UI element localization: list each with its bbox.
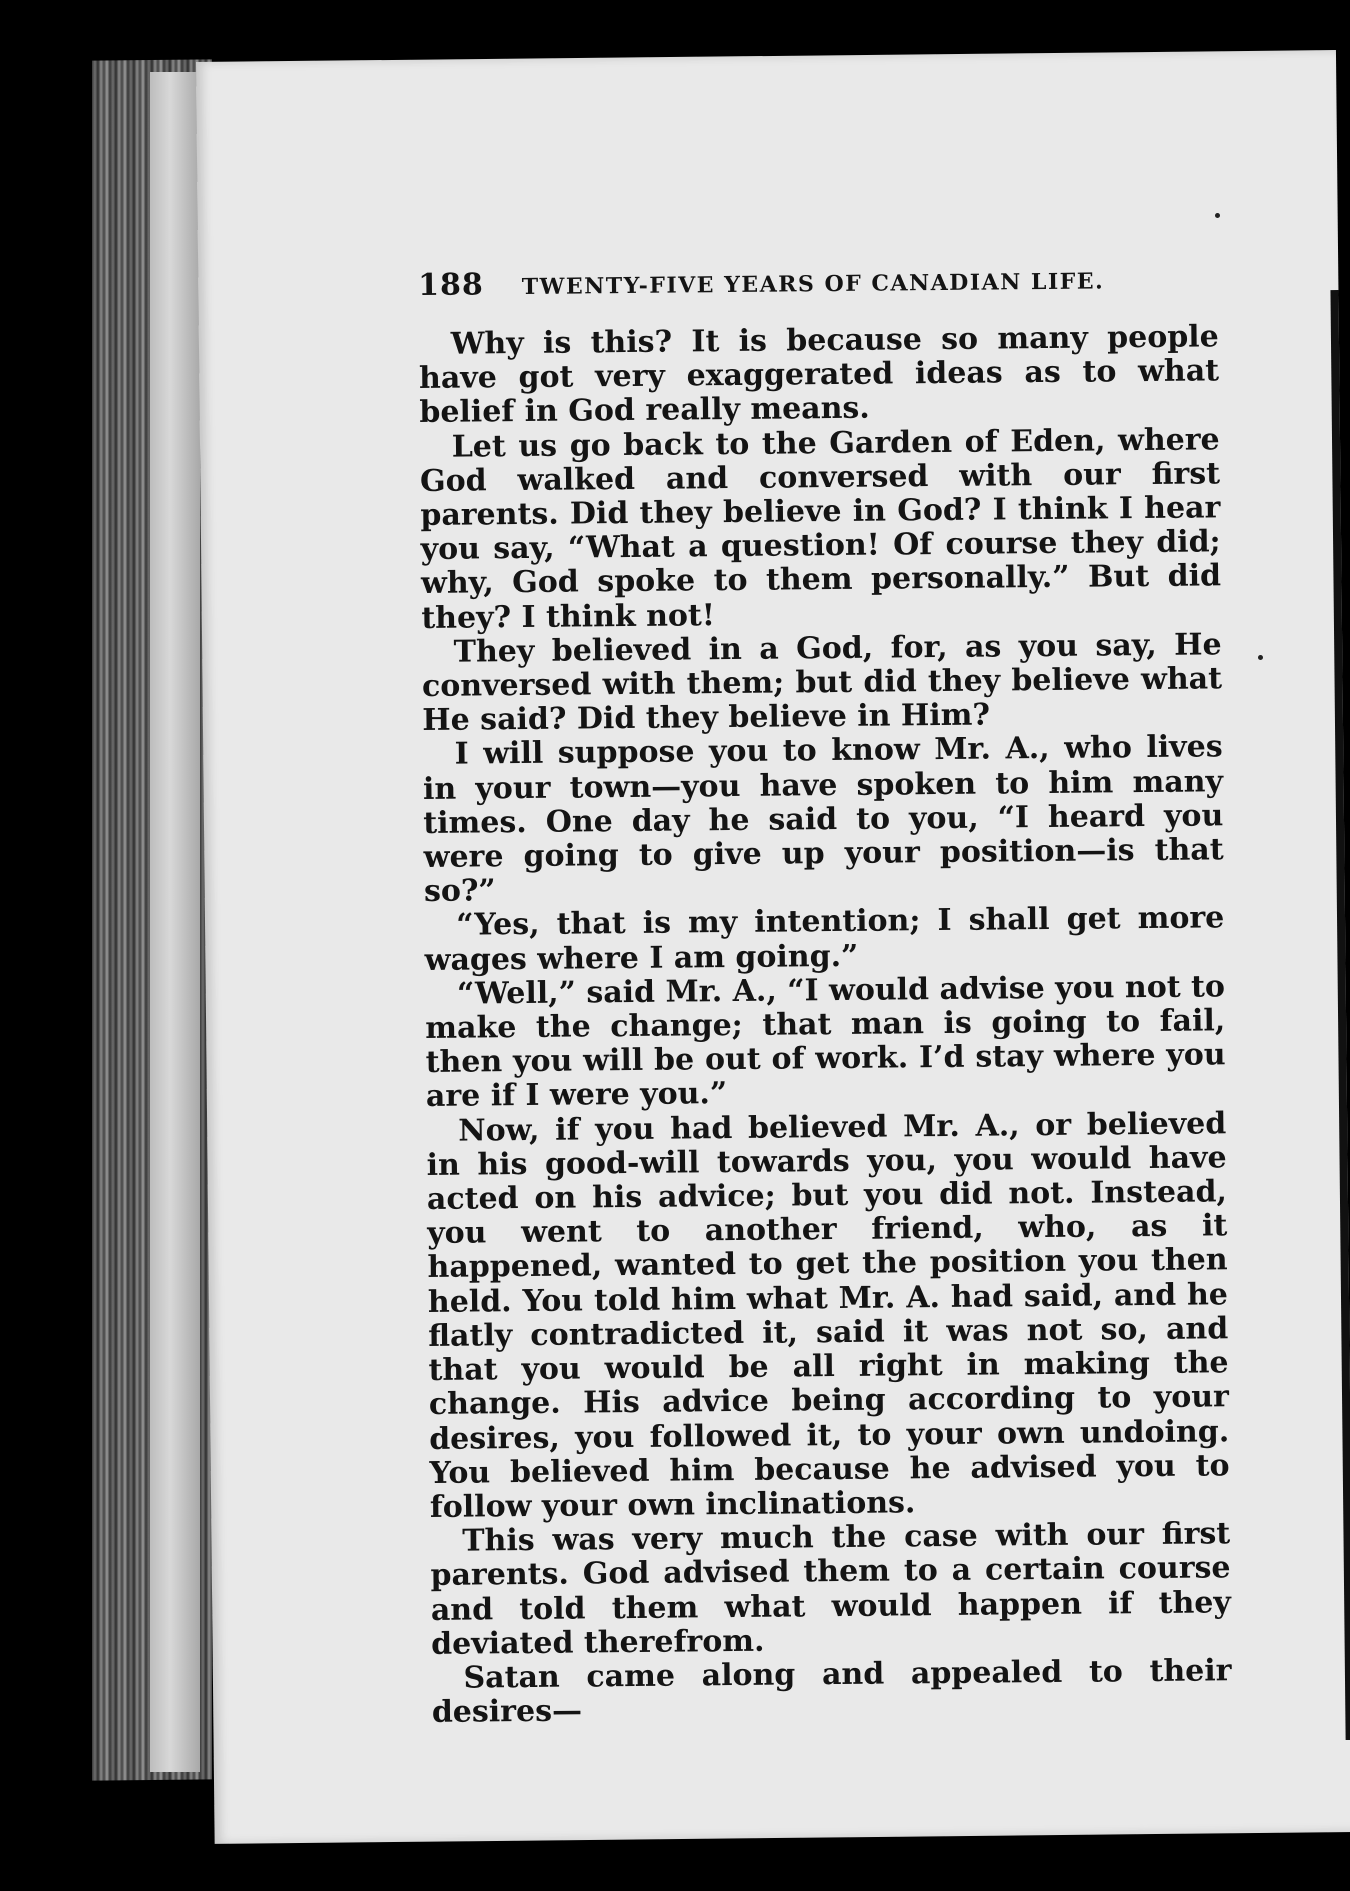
paragraph: Now, if you had believed Mr. A., or believed in his good-will towards you, you would have acted on his advice; but you did not. Instead, you went to another friend, who, as it happened, wanted to get the position you then held. You told him what Mr. A. had said, and he flatly contradicted it, said it was not so, and that you would be all right in making the change. His advice being according to your desires, you followed it, to your own undoing. You believed him because he advised you to follow your own inclinations.: [426, 1105, 1230, 1525]
paragraph: “Yes, that is my intention; I shall get more wages where I am going.”: [424, 900, 1225, 978]
page-stack-edge: [150, 72, 200, 1772]
paragraph: Why is this? It is because so many people have got very exaggerated ideas as to what belief in God really means.: [418, 319, 1220, 431]
running-head: [418, 260, 1218, 308]
page-number: 188: [418, 267, 484, 303]
paragraph: Let us go back to the Garden of Eden, where God walked and conversed with our first parents. Did they believe in God? I think I hear you say, “What a question! Of course they did; why, God spoke to them personally.” But did they? I think not!: [419, 421, 1222, 636]
running-title: TWENTY-FIVE YEARS OF CANADIAN LIFE.: [521, 268, 1105, 301]
paragraph: Satan came along and appealed to their desires—: [431, 1653, 1232, 1731]
paragraph: They believed in a God, for, as you say, He conversed with them; but did they believe what He said? Did they believe in Him?: [421, 627, 1223, 739]
paragraph: I will suppose you to know Mr. A., who lives in your town—you have spoken to him many times. One day he said to you, “I heard you were going to give up your position—is that so?”: [422, 729, 1224, 910]
speck: [1215, 213, 1220, 218]
paragraph: “Well,” said Mr. A., “I would advise you not to make the change; that man is going to fail, then you will be out of work. I’d stay where you are if I were you.”: [425, 969, 1226, 1115]
page-content: [418, 260, 1232, 1730]
paragraph: This was very much the case with our first parents. God advised them to a certain course and told them what would happen if they deviated therefrom.: [430, 1516, 1232, 1662]
page-right-shadow: [1330, 290, 1350, 1740]
speck: [1258, 655, 1263, 660]
